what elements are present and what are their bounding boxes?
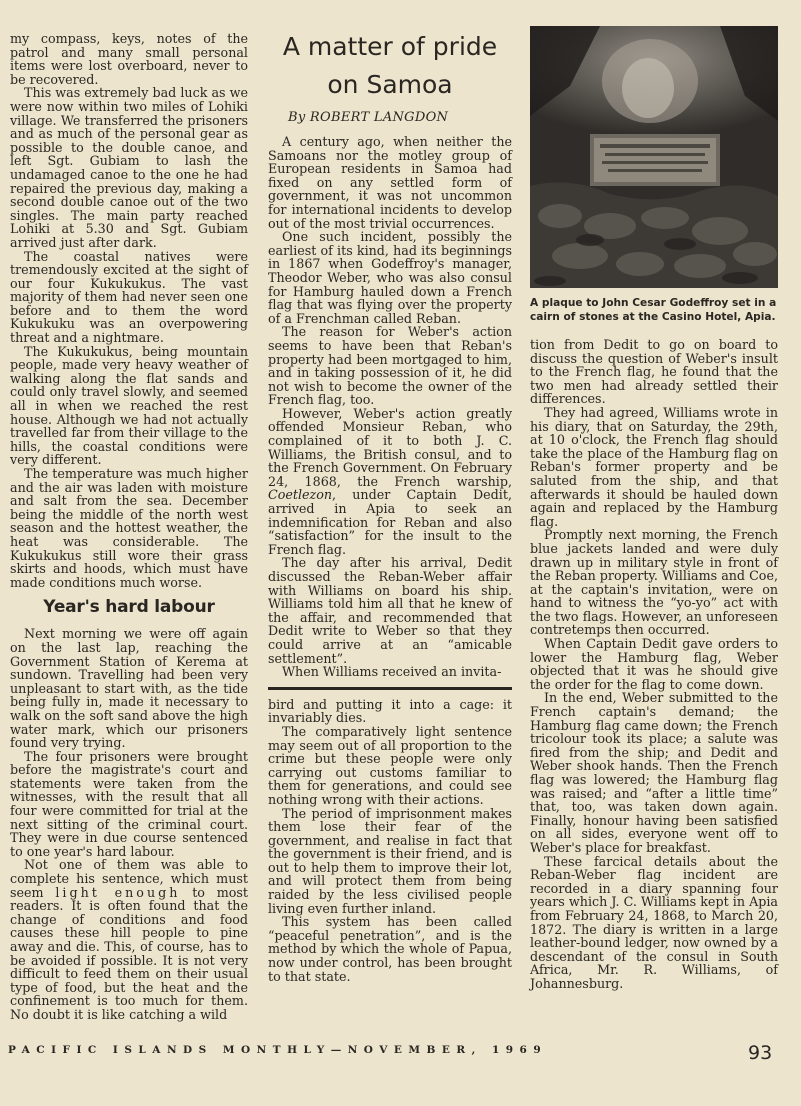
text-run: to most readers. It is often found that the change of conditions and food causes these hill people to pine away and die. This, of course, has to be avoided if possible. It is not very difficult to feed them on their usual type of food, but the heat and the confinement is too much for them. No doubt it is like catching a wild [10,884,248,1022]
running-footer: PACIFIC ISLANDS MONTHLY—NOVEMBER, 1969 [8,1044,548,1056]
paragraph: The period of imprisonment makes them lose their fear of the government, and realise in fact that the government is their friend, and is out to help them to improve their lot, and will protect them from being raided by the less civilised people living even further inland. [268,805,512,916]
paragraph: Promptly next morning, the French blue jackets landed and were duly drawn up in military style in front of the Reban property. Williams and Coe, at the captain's invitation, were on hand to witness the “yo-yo” act with the two flags. However, an unforeseen contretemps then occurred. [530,527,778,638]
column-middle [268,28,512,983]
byline: By ROBERT LANGDON [288,110,449,125]
paragraph: This system has been called “peaceful penetration”, and is the method by which the whole of Papua, now under control, has been brought to that state. [268,914,512,984]
paragraph: The coastal natives were tremendously excited at the sight of our four Kukukukus. The vast majority of them had never seen one before and to them the word Kukukuku was an overpowering threat and a nightmare. [10,248,248,346]
article-title-line: A matter of pride [282,32,498,61]
paragraph: One such incident, possibly the earliest of its kind, had its beginnings in 1867 when Godeffroy's manager, Theodor Weber, who was also consul for Hamburg hauled down a French flag that was flying over the property of a Frenchman called Reban. [268,229,512,326]
paragraph: tion from Dedit to go on board to discuss the question of Weber's insult to the French flag, he found that the two men had already settled their differences. [530,337,778,407]
paragraph [10,858,248,1021]
ship-name: Coetlezon [268,487,333,503]
paragraph: The temperature was much higher and the air was laden with moisture and salt from the sea. December being the middle of the north west season and the hottest weather, the heat was considerable. The Kukukukus still wore their grass skirts and hoods, which must have made conditions much worse. [10,466,248,590]
text-run: Not one of them was able to complete his sentence, which must seem [10,857,248,900]
paragraph: The Kukukukus, being mountain people, made very heavy weather of walking along the flat sands and could only travel slowly, and seemed all in when we reached the rest house. Although we had not actually travelled far from their village to the hills, the coastal conditions were very different. [10,343,248,468]
page-number: 93 [748,1042,773,1064]
column-right [530,26,778,991]
paragraph [268,407,512,557]
paragraph: The four prisoners were brought before the magistrate's court and statements were taken from the witnesses, with the result that all four were committed for trial at the next sitting of the criminal court. They were in due course sentenced to one year's hard labour. [10,748,248,859]
plaque-photo [530,26,778,288]
lede-paragraph: A century ago, when neither the Samoans nor the motley group of European residents in Samoa had fixed on any settled form of government, it was not uncommon for international incidents to develop out of the most trivial occurrences. [268,134,512,231]
text-run: , under Captain Dedit, arrived in Apia to seek an indemnification for Reban and also “satisfaction” for the insult to the French flag. [268,487,512,557]
plaque-photo-image [530,26,778,288]
divider-rule [268,687,512,690]
paragraph: In the end, Weber submitted to the French captain's demand; the Hamburg flag came down; the French tricolour took its place; a salute was fired from the ship; and Dedit and Weber shook hands. Then the French flag was lowered; the Hamburg flag was raised; and “after a little time” that, too, was taken down again. Finally, honour having been satisfied on all sides, everyone went off to Weber's place for breakfast. [530,690,778,855]
paragraph: They had agreed, Williams wrote in his diary, that on Saturday, the 29th, at 10 o'clock, the French flag should take the place of the Hamburg flag on Reban's former property and be saluted from the ship, and that afterwards it should be hauled down again and replaced by the Hamburg flag. [530,404,778,529]
text-run: However, Weber's action greatly offended Monsieur Reban, who complained of it to both J. C. Williams, the British consul, and to the French Government. On February 24, 1868, the French warship, [268,405,512,489]
paragraph: This was extremely bad luck as we were now within two miles of Lohiki village. We transferred the prisoners and as much of the personal gear as possible to the double canoe, and left Sgt. Gubiam to lash the undamaged canoe to the one he had repaired the previous day, making a second double canoe out of the two singles. The main party reached Lohiki at 5.30 and Sgt. Gubiam arrived just after dark. [10,85,248,250]
paragraph: These farcical details about the Reban-Weber flag incident are recorded in a diary spanning four years which J. C. Williams kept in Apia from February 24, 1868, to March 20, 1872. The diary is written in a large leather-bound ledger, now owned by a descendant of the consul in South Africa, Mr. R. Williams, of Johannesburg. [530,853,778,991]
paragraph: The day after his arrival, Dedit discussed the Reban-Weber affair with Williams on board his ship. Williams told him all that he knew of the affair, and recommended that Dedit write to Weber so that they could arrive at an “amicable settlement”. [268,555,512,666]
section-subheading: Year's hard labour [43,597,215,618]
article-title [268,28,512,104]
paragraph: The comparatively light sentence may seem out of all proportion to the crime but these people were only carrying out customs familiar to them for generations, and could see nothing wrong with their actions. [268,723,512,807]
paragraph: The reason for Weber's action seems to have been that Reban's property had been mortgaged to him, and in taking possession of it, he did not wish to become the owner of the French flag, too. [268,324,512,408]
article-title-line: on Samoa [327,70,453,99]
photo-caption: A plaque to John Cesar Godeffroy set in a cairn of stones at the Casino Hotel, Apia. [530,297,777,323]
paragraph: bird and putting it into a cage: it invariably dies. [268,696,512,726]
column-left [10,32,248,1022]
paragraph: Next morning we were off again on the last lap, reaching the Government Station of Kerema at sundown. Travelling had been very unpleasant to start with, as the tide being fully in, made it necessary to walk on the soft sand above the high water mark, which our prisoners found very trying. [10,626,248,751]
paragraph: my compass, keys, notes of the patrol and many small personal items were lost overboard, never to be recovered. [10,31,248,87]
paragraph: When Captain Dedit gave orders to lower the Hamburg flag, Weber objected that it was he should give the order for the flag to come down. [530,636,778,692]
paragraph: When Williams received an invita- [282,664,502,680]
spaced-text-run: light enough [55,884,181,900]
